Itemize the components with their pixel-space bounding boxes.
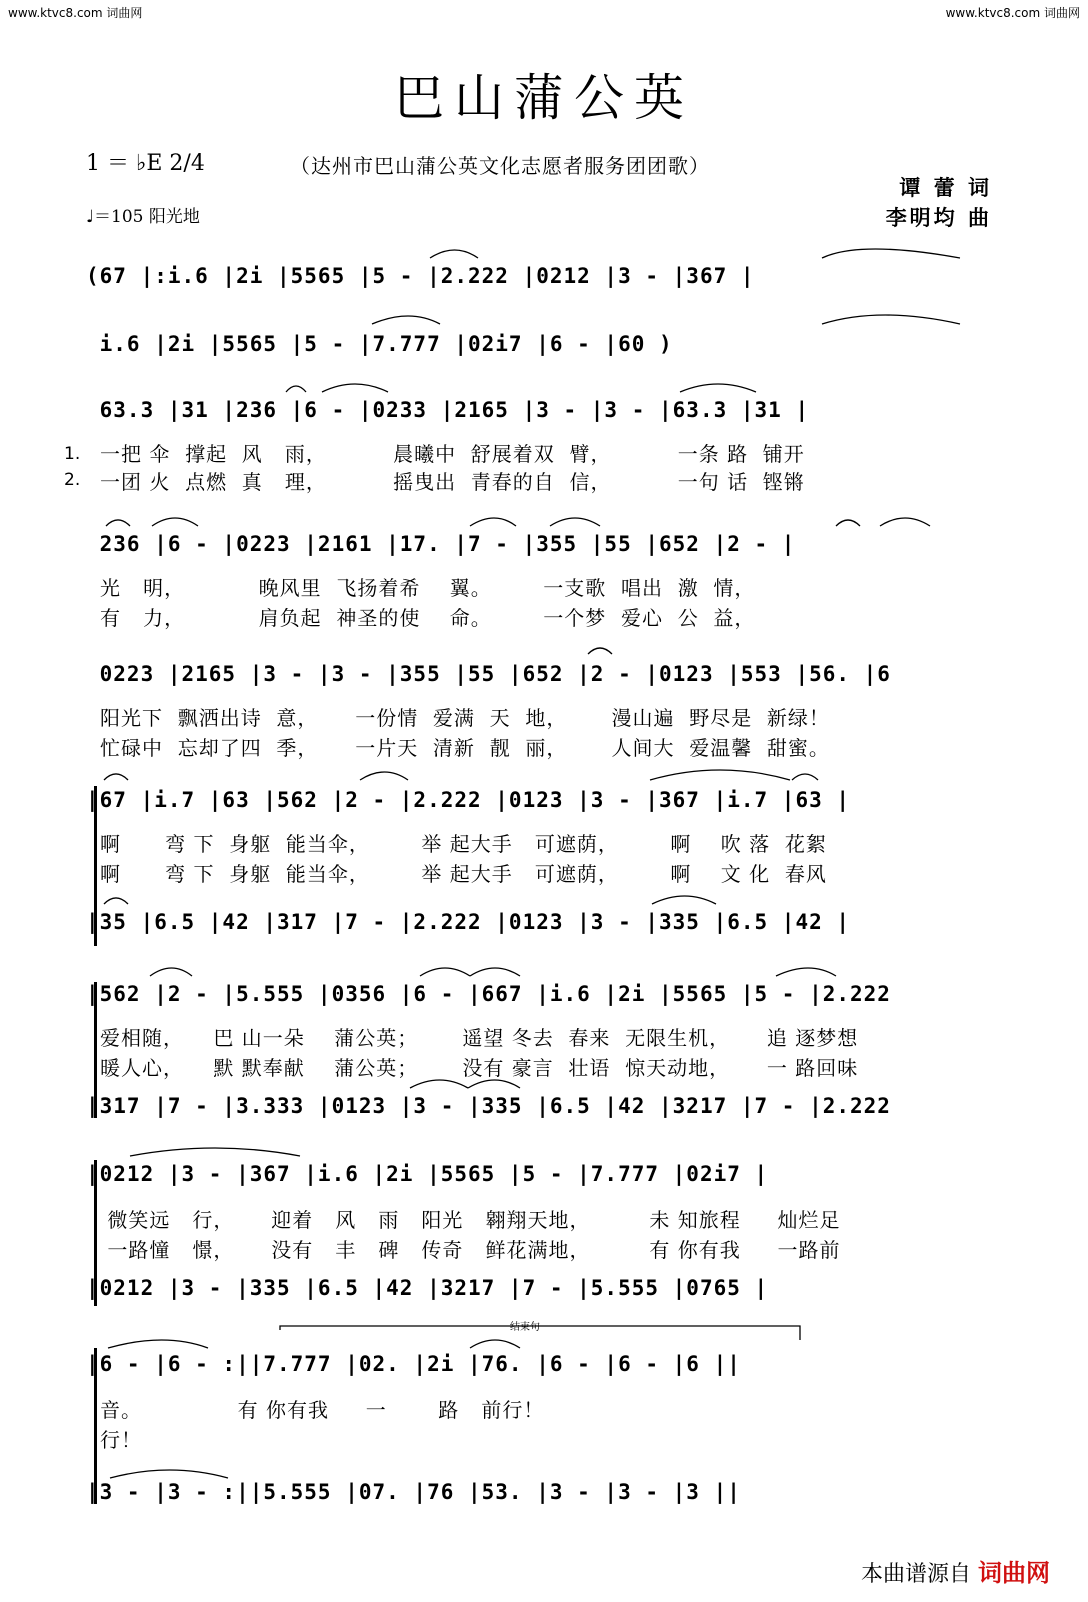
slur xyxy=(468,1080,520,1088)
lyric-line: 一团 火 点燃 真 理， 摇曳出 青春的自 信， 一句 话 铿锵 xyxy=(100,470,805,494)
slur xyxy=(792,774,818,780)
slur xyxy=(776,968,836,976)
lyric-line: 微笑远 行， 迎着 风 雨 阳光 翱翔天地， 未 知旅程 灿烂足 xyxy=(100,1208,841,1232)
ending-bracket xyxy=(280,1326,800,1340)
score-line-4: 236 |6 - |0223 |2161 |17. |7 - |355 |55 |652 |2 - | xyxy=(86,532,796,556)
slur xyxy=(152,518,198,526)
score-line-8: |562 |2 - |5.555 |0356 |6 - |667 |i.6 |2i |5565 |5 - |2.222 xyxy=(86,982,891,1006)
verse-number: 1. xyxy=(64,444,81,464)
slur xyxy=(470,968,520,976)
score-line-2: i.6 |2i |5565 |5 - |7.777 |02i7 |6 - |60 ) xyxy=(86,332,673,356)
slur xyxy=(106,520,130,526)
source-footer xyxy=(861,1553,1050,1588)
verse-number: 2. xyxy=(64,470,81,490)
lyric-line: 爱相随， 巴 山一朵 蒲公英； 遥望 冬去 春来 无限生机， 追 逐梦想 xyxy=(100,1026,859,1050)
watermark-left: www.ktvc8.com 词曲网 xyxy=(8,6,143,20)
lyric-line: 暖人心， 默 默奉献 蒲公英； 没有 豪言 壮语 惊天动地， 一 路回味 xyxy=(100,1056,859,1080)
lyric-line: 啊 弯 下 身躯 能当伞， 举 起大手 可遮荫， 啊 文 化 春风 xyxy=(100,862,827,886)
song-subtitle: （达州市巴山蒲公英文化志愿者服务团团歌） xyxy=(290,154,710,178)
score-line-5: 0223 |2165 |3 - |3 - |355 |55 |652 |2 - |0123 |553 |56. |6 xyxy=(86,662,891,686)
slur xyxy=(410,1080,468,1088)
score-line-10: |0212 |3 - |367 |i.6 |2i |5565 |5 - |7.777 |02i7 | xyxy=(86,1162,769,1186)
lyric-line: 一把 伞 撑起 风 雨， 晨曦中 舒展着双 臂， 一条 路 铺开 xyxy=(100,442,805,466)
slur xyxy=(104,774,128,780)
lyric-line: 行！ xyxy=(100,1428,142,1452)
slur xyxy=(372,316,440,324)
slur xyxy=(430,250,478,258)
slur xyxy=(650,770,790,780)
slur xyxy=(880,518,930,526)
score-line-11: |0212 |3 - |335 |6.5 |42 |3217 |7 - |5.555 |0765 | xyxy=(86,1276,769,1300)
slur xyxy=(550,518,600,526)
slur xyxy=(822,249,960,258)
composer-credit: 李明均 曲 xyxy=(885,206,992,230)
score-line-1: (67 |:i.6 |2i |5565 |5 - |2.222 |0212 |3 - |367 | xyxy=(86,264,755,288)
footer-site-name: 词曲网 xyxy=(978,1559,1050,1587)
slur xyxy=(680,384,756,392)
score-line-12: |6 - |6 - :||7.777 |02. |2i |76. |6 - |6 - |6 || xyxy=(86,1352,741,1376)
slur xyxy=(150,968,192,976)
slur xyxy=(110,1470,228,1478)
lyric-line: 有 力， 肩负起 神圣的使 命。 一个梦 爱心 公 益， xyxy=(100,606,756,630)
lyricist-credit: 谭 蕾 词 xyxy=(899,176,992,200)
slur xyxy=(836,520,860,526)
slur xyxy=(104,898,128,904)
slur xyxy=(652,896,716,904)
slur xyxy=(108,1340,208,1348)
score-line-13: |3 - |3 - :||5.555 |07. |76 |53. |3 - |3 - |3 || xyxy=(86,1480,741,1504)
slur xyxy=(470,518,516,526)
lyric-line: 光 明， 晚风里 飞扬着希 翼。 一支歌 唱出 激 情， xyxy=(100,576,756,600)
slur xyxy=(822,315,960,324)
lyric-line: 阳光下 飘洒出诗 意， 一份情 爱满 天 地， 漫山遍 野尽是 新绿！ xyxy=(100,706,830,730)
slur xyxy=(588,648,612,654)
lyric-line: 一路憧 憬， 没有 丰 碑 传奇 鲜花满地， 有 你有我 一路前 xyxy=(100,1238,841,1262)
footer-text: 本曲谱源自 xyxy=(860,1562,971,1587)
slur xyxy=(286,386,306,392)
slur xyxy=(322,384,388,392)
score-line-6: |67 |i.7 |63 |562 |2 - |2.222 |0123 |3 - |367 |i.7 |63 | xyxy=(86,788,851,812)
lyric-line: 忙碌中 忘却了四 季， 一片天 清新 靓 丽， 人间大 爱温馨 甜蜜。 xyxy=(100,736,830,760)
watermark-right: www.ktvc8.com 词曲网 xyxy=(945,6,1080,20)
score-line-9: |317 |7 - |3.333 |0123 |3 - |335 |6.5 |42 |3217 |7 - |2.222 xyxy=(86,1094,891,1118)
slur xyxy=(360,772,408,780)
tempo-marking: ♩＝105 阳光地 xyxy=(86,207,200,227)
ending-label: 结束句 xyxy=(510,1322,540,1333)
slur xyxy=(130,1148,300,1156)
song-title: 巴山蒲公英 xyxy=(394,69,694,127)
score-line-3: 63.3 |31 |236 |6 - |0233 |2165 |3 - |3 - |63.3 |31 | xyxy=(86,398,810,422)
slur xyxy=(470,1340,520,1348)
key-signature: 1 ＝ ♭E 2/4 xyxy=(86,151,205,176)
score-line-7: |35 |6.5 |42 |317 |7 - |2.222 |0123 |3 - |335 |6.5 |42 | xyxy=(86,910,851,934)
lyric-line: 啊 弯 下 身躯 能当伞， 举 起大手 可遮荫， 啊 吹 落 花絮 xyxy=(100,832,827,856)
slur xyxy=(420,968,470,976)
lyric-line: 音。 有 你有我 一 路 前行！ xyxy=(100,1398,545,1422)
